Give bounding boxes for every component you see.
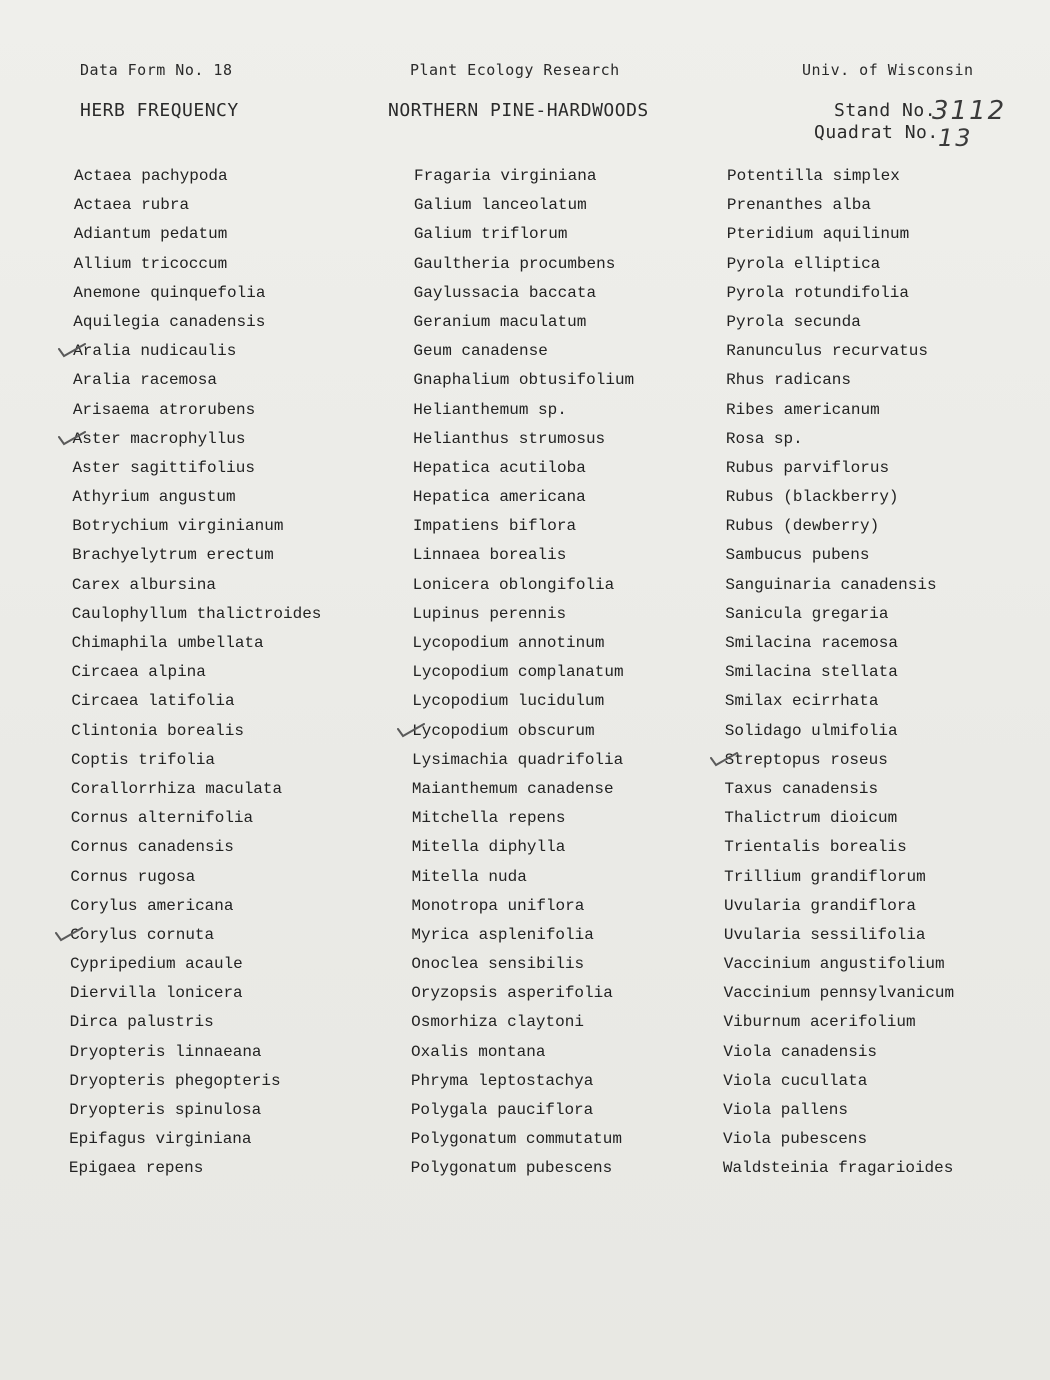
species-item: Hepatica americana [412, 488, 586, 507]
species-column-3 [722, 164, 955, 1186]
species-item: Helianthemum sp. [413, 400, 567, 419]
species-item: Corallorrhiza maculata [70, 779, 283, 798]
species-item: Viola pallens [723, 1101, 848, 1119]
species-item: Pyrola secunda [726, 312, 861, 331]
species-item: Hepatica acutiloba [413, 458, 586, 477]
species-item: Dryopteris phegopteris [69, 1071, 281, 1090]
species-item: Trillium grandiflorum [724, 867, 926, 886]
species-item: Impatiens biflora [412, 517, 577, 536]
species-item: Clintonia borealis [71, 721, 244, 740]
species-name: Corylus cornuta [70, 925, 215, 944]
checkmark-icon [396, 723, 426, 739]
species-item: Actaea rubra [73, 196, 190, 215]
species-item: Gnaphalium obtusifolium [413, 371, 635, 390]
checkmark-icon [57, 343, 87, 359]
species-item: Helianthus strumosus [413, 429, 606, 448]
species-item: Circaea latifolia [71, 692, 235, 711]
species-item: Sambucus pubens [725, 546, 870, 565]
species-item: Corylus americana [70, 896, 234, 915]
species-item: Gaultheria procumbens [413, 254, 616, 273]
species-item: Sanguinaria canadensis [725, 575, 937, 594]
species-name: Aralia nudicaulis [73, 342, 237, 361]
species-item: Lysimachia quadrifolia [412, 750, 624, 769]
species-item: Botrychium virginianum [72, 517, 284, 536]
species-item: Epigaea repens [68, 1159, 204, 1178]
species-item: Monotropa uniflora [411, 896, 585, 915]
species-item: Smilax ecirrhata [724, 692, 879, 711]
species-item: Athyrium angustum [72, 488, 236, 507]
stand-number-handwritten: 3112 [932, 96, 1007, 126]
species-item [73, 427, 322, 456]
species-item [70, 923, 321, 952]
species-item: Uvularia sessilifolia [723, 925, 926, 944]
species-item: Aquilegia canadensis [73, 312, 266, 331]
species-item: Oryzopsis asperifolia [411, 984, 613, 1003]
species-item: Viola pubescens [723, 1130, 868, 1149]
species-item: Pteridium aquilinum [726, 225, 910, 244]
species-name: Aster macrophyllus [72, 429, 246, 448]
species-item: Dryopteris linnaeana [69, 1042, 262, 1061]
species-item: Polygala pauciflora [410, 1101, 594, 1119]
species-item: Cornus rugosa [70, 867, 196, 886]
species-item: Allium tricoccum [73, 254, 228, 273]
species-item: Carex albursina [71, 575, 216, 594]
species-item: Cornus canadensis [70, 838, 234, 857]
species-item: Ribes americanum [726, 400, 880, 419]
species-item: Galium lanceolatum [413, 196, 587, 215]
species-item: Rubus parviflorus [725, 458, 890, 477]
species-item: Lonicera oblongifolia [412, 575, 615, 594]
species-item: Ranunculus recurvatus [726, 342, 928, 361]
species-item: Circaea alpina [71, 663, 206, 682]
species-item: Myrica asplenifolia [411, 925, 594, 944]
species-item: Galium triflorum [413, 225, 568, 244]
species-item: Osmorhiza claytoni [411, 1013, 584, 1032]
species-item: Maianthemum canadense [411, 779, 614, 798]
species-item: Geranium maculatum [413, 312, 587, 331]
species-column-1 [68, 164, 322, 1186]
species-item: Cornus alternifolia [70, 809, 254, 828]
species-item: Smilacina racemosa [725, 634, 898, 652]
species-item: Dirca palustris [69, 1013, 214, 1032]
species-item: Solidago ulmifolia [724, 721, 898, 740]
species-item: Phryma leptostachya [410, 1071, 594, 1090]
species-item: Rhus radicans [726, 371, 851, 390]
species-item: Prenanthes alba [726, 196, 871, 215]
species-item: Thalictrum dioicum [724, 809, 898, 828]
species-item: Caulophyllum thalictroides [71, 604, 322, 623]
species-item: Vaccinium pennsylvanicum [723, 984, 955, 1003]
university-name: Univ. of Wisconsin [802, 61, 974, 79]
species-item: Anemone quinquefolia [73, 283, 266, 302]
species-item: Brachyelytrum erectum [72, 546, 274, 565]
species-item: Taxus canadensis [724, 779, 879, 798]
species-item: Cypripedium acaule [69, 955, 243, 974]
species-item: Pyrola rotundifolia [726, 283, 909, 302]
species-item: Gaylussacia baccata [413, 283, 597, 302]
species-item: Viburnum acerifolium [723, 1013, 916, 1032]
species-item: Waldsteinia fragarioides [722, 1159, 954, 1178]
species-item: Potentilla simplex [727, 167, 900, 185]
species-item: Mitchella repens [411, 809, 566, 828]
species-item: Epifagus virginiana [69, 1130, 252, 1149]
species-item: Viola cucullata [723, 1071, 868, 1090]
community-title: NORTHERN PINE-HARDWOODS [388, 100, 649, 121]
species-item: Lupinus perennis [412, 604, 567, 623]
species-item [73, 339, 321, 368]
species-item: Fragaria virginiana [414, 167, 597, 185]
species-item: Lycopodium lucidulum [412, 692, 605, 711]
species-item: Dryopteris spinulosa [69, 1101, 262, 1119]
species-item: Mitella nuda [411, 867, 527, 886]
species-item: Arisaema atrorubens [72, 400, 256, 419]
species-item [412, 719, 634, 748]
species-item: Aralia racemosa [72, 371, 217, 390]
species-item: Aster sagittifolius [72, 458, 255, 477]
species-item: Viola canadensis [723, 1042, 878, 1061]
species-item: Rosa sp. [725, 429, 803, 448]
species-item: Polygonatum commutatum [410, 1130, 622, 1149]
species-item: Linnaea borealis [412, 546, 567, 565]
species-item: Lycopodium annotinum [412, 634, 605, 652]
form-number: Data Form No. 18 [80, 61, 233, 79]
stand-label: Stand No. [834, 100, 937, 121]
quadrat-label: Quadrat No. [814, 122, 939, 143]
species-item: Uvularia grandiflora [724, 896, 917, 915]
species-item: Adiantum pedatum [73, 225, 228, 244]
species-name: Streptopus roseus [724, 750, 888, 769]
species-item: Lycopodium complanatum [412, 663, 624, 682]
species-column-2 [410, 164, 635, 1186]
species-item: Actaea pachypoda [74, 167, 228, 185]
species-item: Rubus (dewberry) [725, 517, 880, 536]
species-item: Coptis trifolia [71, 750, 216, 769]
species-item: Smilacina stellata [724, 663, 898, 682]
species-item: Rubus (blackberry) [725, 488, 899, 507]
organization-name: Plant Ecology Research [410, 61, 620, 79]
form-title: HERB FREQUENCY [80, 100, 239, 121]
species-item: Geum canadense [413, 342, 548, 361]
checkmark-icon [54, 927, 84, 943]
species-name: Lycopodium obscurum [412, 721, 595, 740]
species-item: Vaccinium angustifolium [723, 955, 945, 974]
checkmark-icon [57, 431, 87, 447]
species-item: Oxalis montana [411, 1042, 546, 1061]
species-item [725, 748, 954, 777]
species-item: Mitella diphylla [411, 838, 566, 857]
species-item: Polygonatum pubescens [410, 1159, 613, 1178]
species-item: Pyrola elliptica [726, 254, 881, 273]
species-item: Trientalis borealis [724, 838, 907, 857]
species-item: Diervilla lonicera [69, 984, 243, 1003]
quadrat-number-handwritten: 13 [938, 124, 973, 152]
species-item: Chimaphila umbellata [71, 634, 264, 652]
species-item: Onoclea sensibilis [411, 955, 585, 974]
checkmark-icon [709, 752, 739, 768]
species-item: Sanicula gregaria [725, 604, 889, 623]
